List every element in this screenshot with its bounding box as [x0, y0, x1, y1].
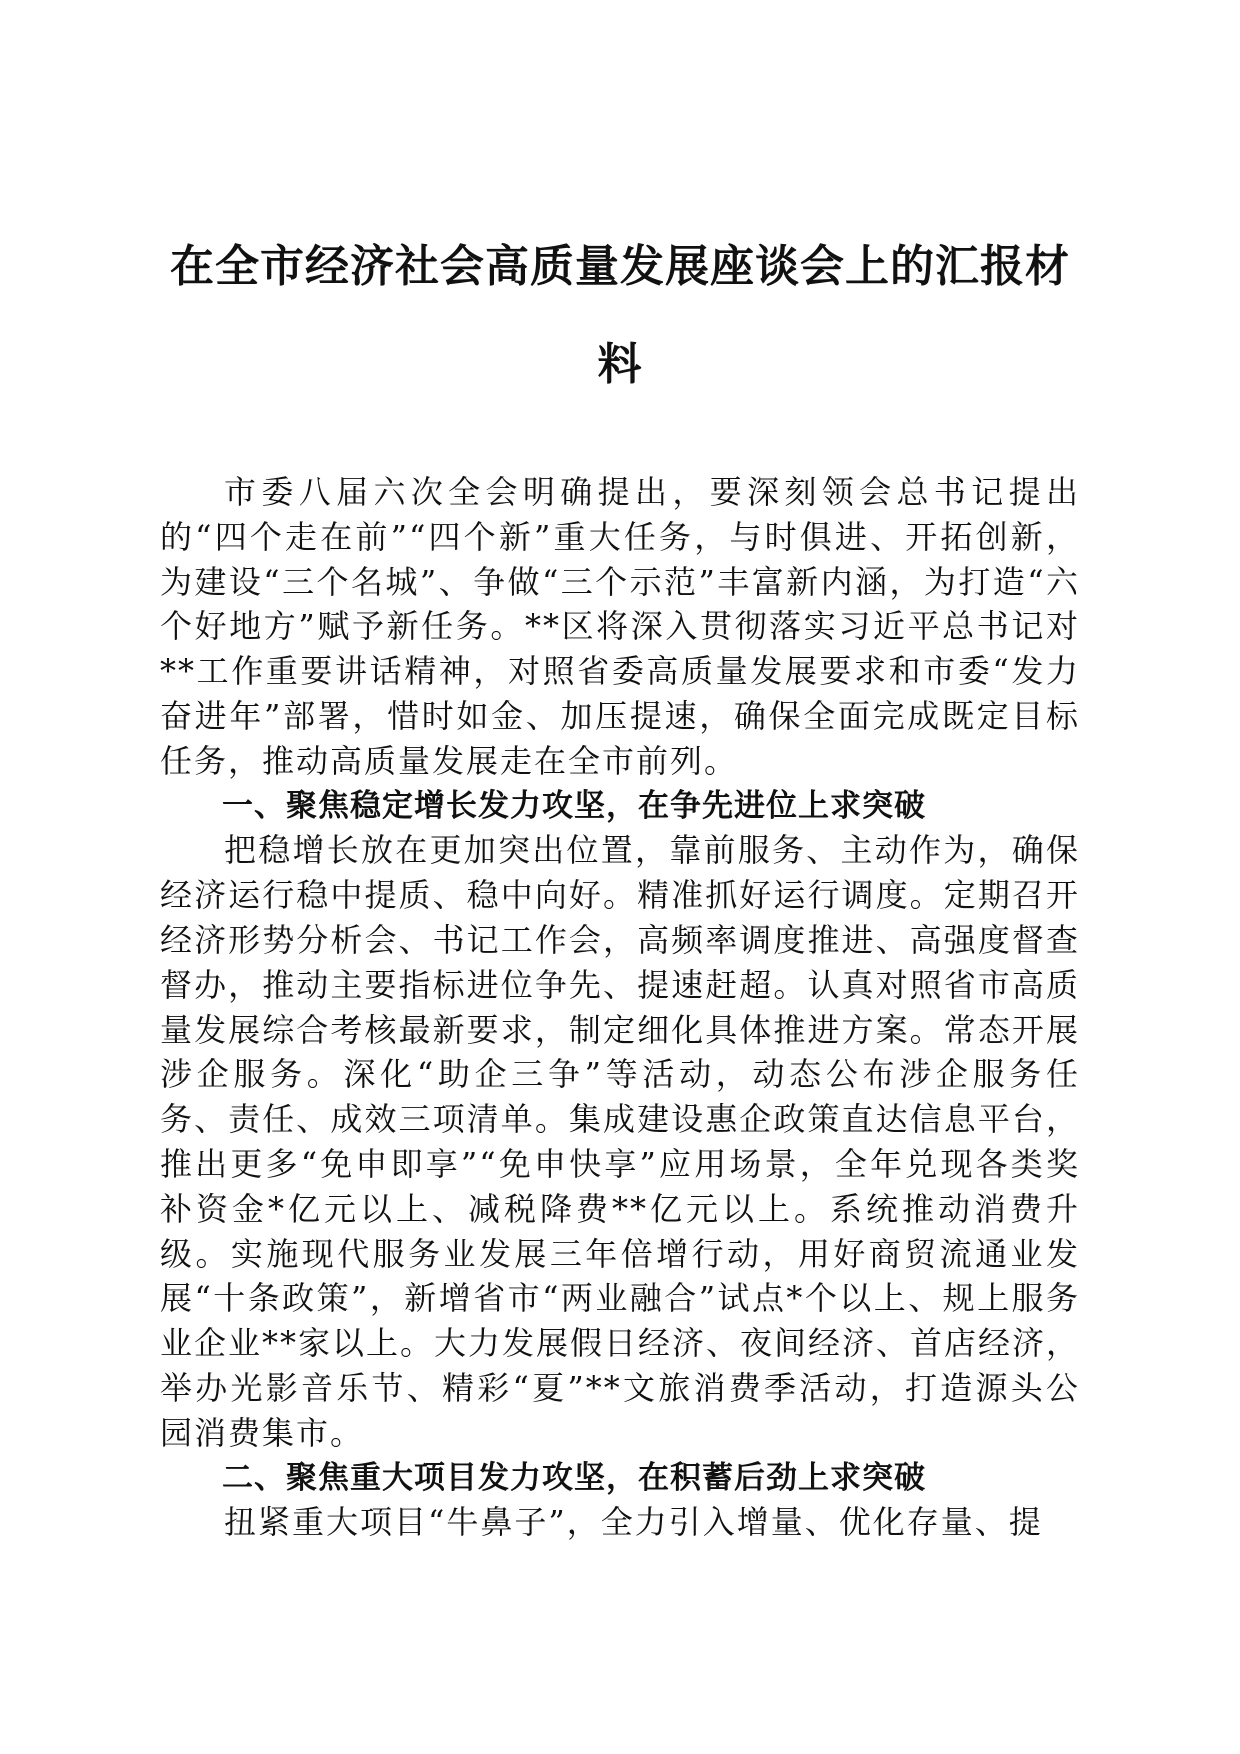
document-title	[150, 218, 1090, 414]
intro-paragraph: 市委八届六次全会明确提出，要深刻领会总书记提出的“四个走在前”“四个新”重大任务，与时俱进、开拓创新，为建设“三个名城”、争做“三个示范”丰富新内涵，为打造“六个好地方”赋予新任务。**区将深入贯彻落实习近平总书记对**工作重要讲话精神，对照省委高质量发展要求和市委“发力奋进年”部署，惜时如金、加压提速，确保全面完成既定目标任务，推动高质量发展走在全市前列。	[160, 473, 1080, 780]
section-1-heading: 一、聚焦稳定增长发力攻坚，在争先进位上求突破	[222, 787, 926, 824]
document-body	[160, 470, 1080, 1545]
section-2-heading: 二、聚焦重大项目发力攻坚，在积蓄后劲上求突破	[222, 1459, 926, 1496]
document-title-line-2: 料	[597, 339, 643, 390]
section-1-paragraph: 把稳增长放在更加突出位置，靠前服务、主动作为，确保经济运行稳中提质、稳中向好。精准抓好运行调度。定期召开经济形势分析会、书记工作会，高频率调度推进、高强度督查督办，推动主要指标进位争先、提速赶超。认真对照省市高质量发展综合考核最新要求，制定细化具体推进方案。常态开展涉企服务。深化“助企三争”等活动，动态公布涉企服务任务、责任、成效三项清单。集成建设惠企政策直达信息平台，推出更多“免申即享”“免申快享”应用场景，全年兑现各类奖补资金*亿元以上、减税降费**亿元以上。系统推动消费升级。实施现代服务业发展三年倍增行动，用好商贸流通业发展“十条政策”，新增省市“两业融合”试点*个以上、规上服务业企业**家以上。大力发展假日经济、夜间经济、首店经济，举办光影音乐节、精彩“夏”**文旅消费季活动，打造源头公园消费集市。	[160, 831, 1081, 1452]
section-2-paragraph: 扭紧重大项目“牛鼻子”，全力引入增量、优化存量、提	[224, 1503, 1043, 1542]
document-title-line-1: 在全市经济社会高质量发展座谈会上的汇报材	[170, 241, 1070, 292]
